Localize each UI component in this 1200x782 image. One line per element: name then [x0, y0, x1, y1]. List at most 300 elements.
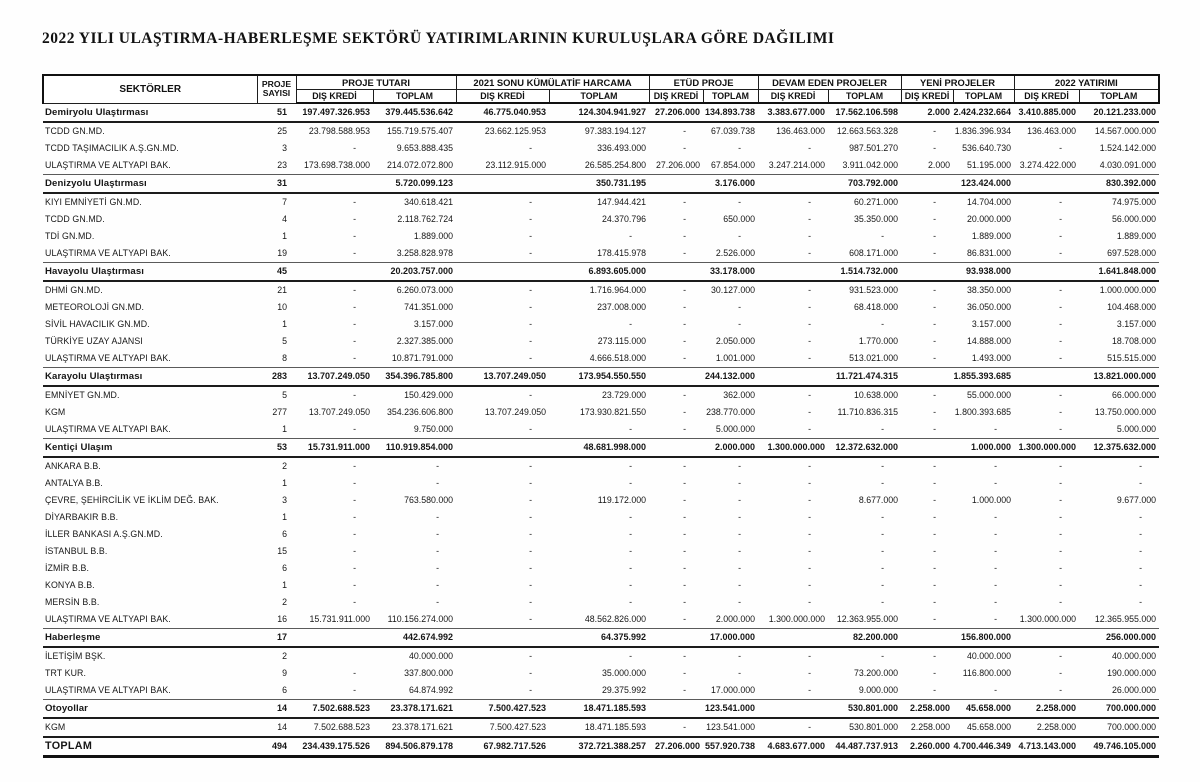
cell-ep-dis-kredi: - — [683, 529, 687, 539]
cell-ep-dis-kredi: - — [683, 651, 687, 661]
cell-pt-dis-kredi: - — [353, 563, 356, 573]
cell-kh-toplam: 350.731.195 — [549, 175, 649, 194]
cell-pt-toplam: - — [436, 580, 439, 590]
table-row — [43, 245, 1159, 263]
cell-pt-dis-kredi — [296, 647, 373, 665]
cell-ep-dis-kredi: - — [683, 461, 687, 471]
cell-ep-toplam: - — [738, 302, 742, 312]
cell-pt-toplam: 9.750.000 — [413, 424, 453, 434]
cell-yp-dis-kredi: 2.000 — [901, 103, 953, 122]
section-row — [43, 263, 1159, 282]
cell-yp-dis-kredi: - — [933, 685, 937, 695]
cell-ep-dis-kredi: - — [683, 353, 687, 363]
total-row — [43, 737, 1159, 757]
cell-kh-dis-kredi: - — [529, 597, 532, 607]
cell-yp-dis-kredi: - — [933, 336, 937, 346]
cell-kh-dis-kredi: - — [529, 563, 532, 573]
cell-yp-dis-kredi: - — [933, 390, 937, 400]
cell-y22-dis-kredi: - — [1059, 336, 1063, 346]
header-group-1: PROJE TUTARI — [296, 75, 456, 90]
cell-ep-dis-kredi: - — [683, 302, 687, 312]
cell-yp-toplam: - — [994, 563, 998, 573]
cell-pt-dis-kredi: - — [353, 231, 356, 241]
cell-kh-dis-kredi: - — [529, 461, 532, 471]
sector-label: ULAŞTIRMA VE ALTYAPI BAK. — [45, 248, 171, 258]
cell-pt-dis-kredi: 234.439.175.526 — [296, 737, 373, 757]
table-row — [43, 157, 1159, 175]
cell-sayisi: 2 — [282, 651, 287, 661]
cell-y22-toplam: 13.750.000.000 — [1094, 407, 1157, 417]
sector-label: ÇEVRE, ŞEHİRCİLİK VE İKLİM DEĞ. BAK. — [45, 495, 219, 505]
cell-ep-dis-kredi — [649, 263, 703, 282]
sector-label: TCDD GN.MD. — [45, 126, 105, 136]
cell-sayisi: 23 — [277, 160, 287, 170]
cell-yp-dis-kredi: - — [933, 512, 937, 522]
header-sub-dis-kredi: DIŞ KREDİ — [456, 90, 549, 104]
cell-y22-toplam: 12.365.955.000 — [1094, 614, 1157, 624]
cell-kh-dis-kredi — [456, 263, 549, 282]
cell-yp-toplam: - — [994, 614, 998, 624]
cell-kh-toplam: 48.681.998.000 — [549, 439, 649, 458]
cell-ep-toplam: 2.526.000 — [715, 248, 756, 258]
cell-sayisi: 6 — [282, 529, 287, 539]
cell-sayisi: 1 — [282, 478, 287, 488]
cell-yp-dis-kredi: - — [933, 495, 937, 505]
sector-label: DİYARBAKIR B.B. — [45, 512, 119, 522]
cell-pt-dis-kredi: - — [353, 319, 356, 329]
cell-ep-toplam: 244.132.000 — [703, 368, 758, 387]
cell-dp-toplam: 44.487.737.913 — [828, 737, 901, 757]
cell-dp-toplam: 931.523.000 — [849, 285, 899, 295]
table-row — [43, 281, 1159, 299]
cell-pt-toplam: 3.258.828.978 — [396, 248, 453, 258]
header-sub-dis-kredi: DIŞ KREDİ — [758, 90, 828, 104]
cell-dp-toplam: 35.350.000 — [854, 214, 899, 224]
cell-kh-toplam: - — [629, 546, 633, 556]
table-row — [43, 421, 1159, 439]
cell-pt-toplam: 354.396.785.800 — [373, 368, 456, 387]
sector-label: Kentiçi Ulaşım — [43, 439, 257, 458]
cell-yp-toplam: - — [994, 580, 998, 590]
cell-yp-toplam: 1.855.393.685 — [953, 368, 1014, 387]
sector-label: TÜRKİYE UZAY AJANSI — [45, 336, 143, 346]
cell-dp-dis-kredi: - — [808, 336, 812, 346]
cell-y22-toplam: 1.889.000 — [1116, 231, 1157, 241]
header-group-2: 2021 SONU KÜMÜLATİF HARCAMA — [456, 75, 649, 90]
cell-y22-dis-kredi: - — [1059, 495, 1063, 505]
cell-y22-toplam: 104.468.000 — [1107, 302, 1157, 312]
investment-table — [42, 74, 1160, 758]
cell-dp-toplam: 9.000.000 — [858, 685, 899, 695]
table-row — [43, 526, 1159, 543]
cell-sayisi: 3 — [282, 495, 287, 505]
header-group-3: ETÜD PROJE — [649, 75, 758, 90]
cell-pt-toplam: 2.118.762.724 — [397, 214, 453, 224]
cell-sayisi: 19 — [277, 248, 287, 258]
cell-y22-dis-kredi: - — [1059, 319, 1063, 329]
cell-kh-toplam: 6.893.605.000 — [549, 263, 649, 282]
cell-pt-dis-kredi: - — [353, 478, 356, 488]
cell-ep-toplam: 2.050.000 — [715, 336, 756, 346]
cell-dp-dis-kredi: - — [808, 512, 812, 522]
header-proje-sayisi-line2: SAYISI — [262, 88, 291, 99]
sector-label: İLLER BANKASI A.Ş.GN.MD. — [45, 529, 163, 539]
cell-kh-toplam: 35.000.000 — [601, 668, 647, 678]
cell-ep-toplam: - — [738, 597, 742, 607]
sector-label: MERSİN B.B. — [45, 597, 100, 607]
cell-sayisi: 51 — [257, 103, 296, 122]
cell-pt-dis-kredi: 173.698.738.000 — [303, 160, 370, 170]
cell-sayisi: 4 — [282, 214, 287, 224]
sector-label: METEOROLOJİ GN.MD. — [45, 302, 145, 312]
cell-y22-dis-kredi: - — [1059, 214, 1063, 224]
cell-y22-toplam: - — [1139, 563, 1143, 573]
cell-kh-toplam: 237.008.000 — [597, 302, 647, 312]
cell-yp-toplam: 55.000.000 — [967, 390, 1012, 400]
cell-dp-dis-kredi: - — [808, 685, 812, 695]
cell-dp-dis-kredi: - — [808, 424, 812, 434]
cell-y22-toplam: 26.000.000 — [1112, 685, 1157, 695]
cell-yp-dis-kredi: - — [933, 461, 937, 471]
cell-yp-dis-kredi: - — [933, 214, 937, 224]
header-proje-sayisi — [257, 75, 296, 103]
cell-ep-toplam: 67.854.000 — [711, 160, 756, 170]
cell-dp-dis-kredi: - — [808, 285, 812, 295]
cell-ep-dis-kredi: - — [683, 685, 687, 695]
cell-kh-toplam: 4.666.518.000 — [589, 353, 647, 363]
cell-kh-toplam: - — [629, 563, 633, 573]
cell-ep-dis-kredi: - — [683, 336, 687, 346]
header-sub-dis-kredi: DIŞ KREDİ — [296, 90, 373, 104]
cell-dp-dis-kredi: 3.247.214.000 — [768, 160, 826, 170]
sector-label: DHMİ GN.MD. — [45, 285, 103, 295]
cell-yp-toplam: 4.700.446.349 — [953, 737, 1014, 757]
cell-y22-toplam: 700.000.000 — [1107, 722, 1157, 732]
cell-ep-toplam: 17.000.000 — [703, 629, 758, 648]
sector-label: ULAŞTIRMA VE ALTYAPI BAK. — [45, 614, 171, 624]
cell-sayisi: 6 — [282, 563, 287, 573]
table-row — [43, 122, 1159, 140]
cell-y22-toplam: - — [1139, 580, 1143, 590]
table-row — [43, 386, 1159, 404]
sector-label: Otoyollar — [43, 700, 257, 719]
cell-kh-dis-kredi: 13.707.249.050 — [456, 368, 549, 387]
cell-sayisi: 45 — [257, 263, 296, 282]
table-row — [43, 140, 1159, 157]
cell-yp-toplam: - — [994, 546, 998, 556]
cell-ep-dis-kredi: - — [683, 143, 687, 153]
cell-dp-dis-kredi: - — [808, 302, 812, 312]
header-sub-dis-kredi: DIŞ KREDİ — [649, 90, 703, 104]
cell-yp-toplam: 3.157.000 — [971, 319, 1012, 329]
cell-dp-toplam: 68.418.000 — [854, 302, 899, 312]
cell-y22-dis-kredi: - — [1059, 424, 1063, 434]
cell-y22-toplam: 830.392.000 — [1079, 175, 1159, 194]
cell-dp-toplam: - — [881, 478, 885, 488]
cell-yp-dis-kredi: - — [933, 651, 937, 661]
cell-dp-toplam: 530.801.000 — [828, 700, 901, 719]
cell-sayisi: 21 — [277, 285, 287, 295]
cell-y22-toplam: 4.030.091.000 — [1099, 160, 1157, 170]
cell-pt-dis-kredi: 23.798.588.953 — [308, 126, 370, 136]
cell-dp-toplam: - — [881, 563, 885, 573]
cell-yp-dis-kredi — [901, 629, 953, 648]
cell-ep-dis-kredi: - — [683, 319, 687, 329]
cell-dp-toplam: 8.677.000 — [858, 495, 899, 505]
cell-kh-dis-kredi: 23.112.915.000 — [485, 160, 546, 170]
cell-dp-toplam: - — [881, 319, 885, 329]
cell-kh-toplam: 124.304.941.927 — [549, 103, 649, 122]
table-row — [43, 577, 1159, 594]
cell-y22-toplam: 40.000.000 — [1112, 651, 1157, 661]
cell-pt-dis-kredi: 13.707.249.050 — [296, 368, 373, 387]
sector-label: Demiryolu Ulaştırması — [43, 103, 257, 122]
table-row — [43, 594, 1159, 611]
cell-pt-dis-kredi: - — [353, 529, 356, 539]
cell-dp-dis-kredi: - — [808, 197, 812, 207]
cell-sayisi: 5 — [282, 390, 287, 400]
cell-y22-dis-kredi: - — [1059, 651, 1063, 661]
sector-label: TCDD GN.MD. — [45, 214, 105, 224]
table-row — [43, 647, 1159, 665]
cell-dp-toplam: 82.200.000 — [828, 629, 901, 648]
cell-dp-toplam: 12.663.563.328 — [836, 126, 899, 136]
cell-sayisi: 1 — [282, 231, 287, 241]
cell-ep-toplam: - — [738, 529, 742, 539]
cell-y22-toplam: 9.677.000 — [1116, 495, 1157, 505]
header-sub-toplam: TOPLAM — [373, 90, 456, 104]
cell-kh-toplam: 24.370.796 — [601, 214, 647, 224]
cell-ep-toplam: 1.001.000 — [715, 353, 756, 363]
cell-sayisi: 3 — [282, 143, 287, 153]
cell-pt-toplam: 10.871.791.000 — [391, 353, 453, 363]
cell-kh-toplam: 372.721.388.257 — [549, 737, 649, 757]
cell-y22-dis-kredi: - — [1059, 197, 1063, 207]
cell-ep-dis-kredi — [649, 629, 703, 648]
table-row — [43, 682, 1159, 700]
sector-label: ULAŞTIRMA VE ALTYAPI BAK. — [45, 353, 171, 363]
cell-pt-toplam: 763.580.000 — [404, 495, 453, 505]
table-row — [43, 665, 1159, 682]
cell-ep-toplam: 5.000.000 — [715, 424, 756, 434]
table-row — [43, 211, 1159, 228]
cell-y22-dis-kredi: - — [1059, 685, 1063, 695]
cell-kh-toplam: 64.375.992 — [549, 629, 649, 648]
cell-yp-toplam: 156.800.000 — [953, 629, 1014, 648]
cell-yp-toplam: - — [994, 529, 998, 539]
cell-ep-toplam: - — [738, 546, 742, 556]
cell-ep-dis-kredi: - — [683, 214, 687, 224]
cell-ep-toplam: - — [738, 143, 742, 153]
cell-pt-dis-kredi — [296, 629, 373, 648]
cell-kh-dis-kredi: - — [529, 495, 532, 505]
cell-kh-dis-kredi: - — [529, 651, 532, 661]
cell-dp-dis-kredi: 4.683.677.000 — [758, 737, 828, 757]
cell-kh-toplam: 18.471.185.593 — [549, 700, 649, 719]
cell-pt-toplam: 354.236.606.800 — [386, 407, 453, 417]
cell-kh-toplam: 273.115.000 — [597, 336, 647, 346]
table-row — [43, 560, 1159, 577]
cell-kh-dis-kredi — [456, 439, 549, 458]
cell-ep-dis-kredi: 27.206.000 — [649, 737, 703, 757]
cell-dp-dis-kredi: 1.300.000.000 — [768, 614, 826, 624]
cell-kh-dis-kredi: - — [529, 668, 532, 678]
cell-kh-toplam: 173.930.821.550 — [579, 407, 647, 417]
cell-pt-toplam: - — [436, 529, 439, 539]
cell-yp-toplam: 38.350.000 — [967, 285, 1012, 295]
table-row — [43, 350, 1159, 368]
cell-ep-toplam: - — [738, 319, 742, 329]
cell-y22-toplam: 3.157.000 — [1116, 319, 1157, 329]
cell-kh-dis-kredi: - — [529, 336, 532, 346]
cell-sayisi: 7 — [282, 197, 287, 207]
cell-kh-dis-kredi: 7.500.427.523 — [489, 722, 546, 732]
cell-dp-toplam: 12.363.955.000 — [836, 614, 899, 624]
cell-pt-toplam: 3.157.000 — [413, 319, 453, 329]
cell-y22-toplam: 5.000.000 — [1116, 424, 1157, 434]
cell-yp-dis-kredi: - — [933, 143, 937, 153]
sector-label: İLETİŞİM BŞK. — [45, 651, 106, 661]
cell-pt-toplam: 894.506.879.178 — [373, 737, 456, 757]
cell-y22-dis-kredi: - — [1059, 248, 1063, 258]
cell-yp-dis-kredi: - — [933, 248, 937, 258]
cell-yp-dis-kredi: - — [933, 668, 937, 678]
cell-y22-toplam: 66.000.000 — [1112, 390, 1157, 400]
cell-yp-toplam: 51.195.000 — [967, 160, 1012, 170]
cell-dp-toplam: 11.721.474.315 — [828, 368, 901, 387]
cell-yp-dis-kredi: - — [933, 353, 937, 363]
cell-ep-toplam: - — [738, 512, 742, 522]
table-row — [43, 492, 1159, 509]
cell-dp-toplam: - — [881, 512, 885, 522]
cell-yp-dis-kredi: - — [933, 580, 937, 590]
cell-dp-dis-kredi: - — [808, 597, 812, 607]
cell-pt-toplam: 40.000.000 — [408, 651, 453, 661]
header-sub-toplam: TOPLAM — [549, 90, 649, 104]
cell-dp-dis-kredi: - — [808, 722, 812, 732]
cell-y22-dis-kredi: - — [1059, 390, 1063, 400]
cell-yp-toplam: 36.050.000 — [967, 302, 1012, 312]
cell-ep-toplam: - — [738, 495, 742, 505]
table-row — [43, 611, 1159, 629]
cell-kh-toplam: - — [629, 651, 633, 661]
cell-ep-toplam: - — [738, 580, 742, 590]
cell-pt-toplam: 9.653.888.435 — [396, 143, 453, 153]
cell-dp-dis-kredi: - — [808, 546, 812, 556]
cell-dp-dis-kredi: - — [808, 248, 812, 258]
cell-kh-toplam: 26.585.254.800 — [584, 160, 647, 170]
header-sub-toplam: TOPLAM — [828, 90, 901, 104]
cell-ep-toplam: 67.039.738 — [711, 126, 756, 136]
cell-dp-dis-kredi: 1.300.000.000 — [758, 439, 828, 458]
cell-sayisi: 15 — [277, 546, 287, 556]
cell-kh-dis-kredi: - — [529, 390, 532, 400]
cell-pt-dis-kredi — [296, 263, 373, 282]
header-sub-dis-kredi: DIŞ KREDİ — [901, 90, 953, 104]
cell-yp-toplam: 536.640.730 — [962, 143, 1012, 153]
cell-yp-dis-kredi: - — [933, 424, 937, 434]
page-title: 2022 YILI ULAŞTIRMA-HABERLEŞME SEKTÖRÜ YATIRIMLARININ KURULUŞLARA GÖRE DAĞILIMI — [42, 30, 835, 47]
cell-pt-toplam: 20.203.757.000 — [373, 263, 456, 282]
cell-y22-toplam: 515.515.000 — [1107, 353, 1157, 363]
cell-kh-toplam: - — [629, 231, 633, 241]
cell-ep-toplam: 123.541.000 — [706, 722, 756, 732]
cell-yp-toplam: 14.888.000 — [967, 336, 1012, 346]
cell-dp-toplam: 703.792.000 — [828, 175, 901, 194]
cell-y22-dis-kredi: 1.300.000.000 — [1019, 614, 1077, 624]
table-row — [43, 543, 1159, 560]
cell-kh-dis-kredi: 13.707.249.050 — [484, 407, 546, 417]
cell-y22-toplam: 14.567.000.000 — [1094, 126, 1157, 136]
cell-ep-dis-kredi: - — [683, 614, 687, 624]
sector-label: ULAŞTIRMA VE ALTYAPI BAK. — [45, 685, 171, 695]
cell-kh-dis-kredi: - — [529, 580, 532, 590]
cell-pt-dis-kredi: 7.502.688.523 — [296, 700, 373, 719]
cell-pt-dis-kredi: - — [353, 685, 356, 695]
cell-ep-dis-kredi: - — [683, 231, 687, 241]
cell-kh-toplam: - — [629, 529, 633, 539]
cell-y22-toplam: 56.000.000 — [1112, 214, 1157, 224]
cell-kh-toplam: 119.172.000 — [597, 495, 647, 505]
cell-kh-toplam: 29.375.992 — [601, 685, 647, 695]
cell-kh-dis-kredi: - — [529, 424, 532, 434]
cell-y22-toplam: - — [1139, 597, 1143, 607]
cell-dp-dis-kredi: - — [808, 651, 812, 661]
cell-yp-toplam: 1.889.000 — [971, 231, 1012, 241]
cell-ep-toplam: 2.000.000 — [703, 439, 758, 458]
cell-ep-toplam: - — [738, 461, 742, 471]
cell-ep-dis-kredi: - — [683, 597, 687, 607]
cell-yp-toplam: 116.800.000 — [962, 668, 1012, 678]
cell-ep-dis-kredi: - — [683, 546, 687, 556]
cell-yp-dis-kredi: - — [933, 478, 937, 488]
cell-dp-dis-kredi: - — [808, 495, 812, 505]
cell-kh-toplam: 178.415.978 — [597, 248, 647, 258]
cell-ep-dis-kredi: - — [683, 580, 687, 590]
cell-dp-toplam: 608.171.000 — [849, 248, 899, 258]
cell-ep-toplam: 134.893.738 — [703, 103, 758, 122]
cell-y22-toplam: 13.821.000.000 — [1079, 368, 1159, 387]
cell-yp-dis-kredi: - — [933, 126, 937, 136]
cell-ep-toplam: 2.000.000 — [715, 614, 756, 624]
cell-dp-dis-kredi: - — [808, 214, 812, 224]
cell-yp-dis-kredi: - — [933, 407, 937, 417]
cell-kh-toplam: - — [629, 597, 633, 607]
sector-label: KGM — [45, 407, 66, 417]
cell-ep-dis-kredi: - — [683, 478, 687, 488]
cell-dp-toplam: - — [881, 651, 885, 661]
cell-dp-dis-kredi: 3.383.677.000 — [758, 103, 828, 122]
cell-y22-toplam: 256.000.000 — [1079, 629, 1159, 648]
table-row — [43, 718, 1159, 737]
cell-sayisi: 14 — [257, 700, 296, 719]
cell-y22-dis-kredi: 3.410.885.000 — [1014, 103, 1079, 122]
header-sub-toplam: TOPLAM — [953, 90, 1014, 104]
cell-y22-dis-kredi: - — [1059, 597, 1063, 607]
cell-y22-dis-kredi: - — [1059, 546, 1063, 556]
cell-kh-dis-kredi: - — [529, 231, 532, 241]
cell-ep-dis-kredi: 27.206.000 — [649, 103, 703, 122]
cell-kh-toplam: 173.954.550.550 — [549, 368, 649, 387]
cell-yp-dis-kredi: - — [933, 285, 937, 295]
cell-ep-toplam: 33.178.000 — [703, 263, 758, 282]
cell-ep-dis-kredi: - — [683, 126, 687, 136]
cell-kh-toplam: - — [629, 461, 633, 471]
cell-dp-toplam: - — [881, 424, 885, 434]
cell-ep-dis-kredi: - — [683, 512, 687, 522]
cell-dp-toplam: - — [881, 231, 885, 241]
cell-yp-toplam: 14.704.000 — [967, 197, 1012, 207]
